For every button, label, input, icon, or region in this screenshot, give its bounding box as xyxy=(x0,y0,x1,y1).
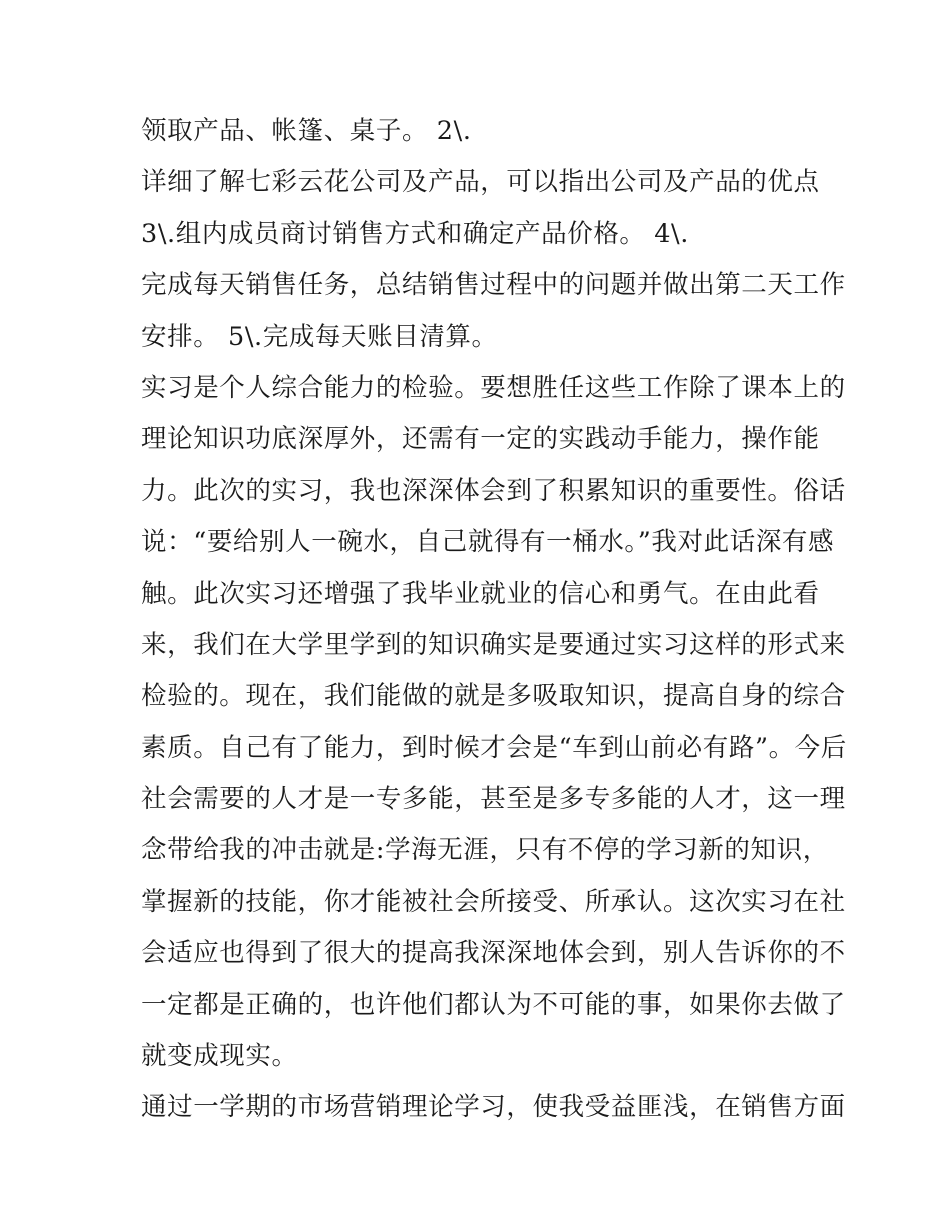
text-line: 检验的。现在，我们能做的就是多吸取知识，提高自身的综合 xyxy=(141,681,846,712)
text-line: 掌握新的技能，你才能被社会所接受、所承认。这次实习在社 xyxy=(141,886,846,917)
text-line: 念带给我的冲击就是:学海无涯，只有不停的学习新的知识， xyxy=(141,835,829,866)
body-text xyxy=(141,106,847,1134)
text-line: 说：“要给别人一碗水，自己就得有一桶水。”我对此话深有感 xyxy=(141,527,835,558)
text-line: 社会需要的人才是一专多能，甚至是多专多能的人才，这一理 xyxy=(141,784,846,815)
text-line: 就变成现实。 xyxy=(141,1041,298,1072)
text-line: 3\.组内成员商讨销售方式和确定产品价格。 4\. xyxy=(141,218,689,249)
text-line: 详细了解七彩云花公司及产品，可以指出公司及产品的优点 xyxy=(141,167,820,198)
text-line: 领取产品、帐篷、桌子。 2\. xyxy=(141,116,472,146)
text-line: 一定都是正确的，也许他们都认为不可能的事，如果你去做了 xyxy=(141,989,846,1020)
text-line: 来，我们在大学里学到的知识确实是要通过实习这样的形式来 xyxy=(141,629,846,660)
text-line: 力。此次的实习，我也深深体会到了积累知识的重要性。俗话 xyxy=(141,475,846,506)
text-line: 触。此次实习还增强了我毕业就业的信心和勇气。在由此看 xyxy=(141,578,820,609)
text-line: 完成每天销售任务，总结销售过程中的问题并做出第二天工作 xyxy=(141,270,846,301)
text-line: 素质。自己有了能力，到时候才会是“车到山前必有路”。今后 xyxy=(141,732,847,763)
text-line: 会适应也得到了很大的提高我深深地体会到，别人告诉你的不 xyxy=(141,938,846,969)
text-line: 理论知识功底深厚外，还需有一定的实践动手能力，操作能 xyxy=(141,424,820,455)
text-line: 实习是个人综合能力的检验。要想胜任这些工作除了课本上的 xyxy=(141,372,846,403)
text-line: 通过一学期的市场营销理论学习，使我受益匪浅，在销售方面 xyxy=(141,1092,846,1123)
text-line: 安排。 5\.完成每天账目清算。 xyxy=(141,321,498,352)
